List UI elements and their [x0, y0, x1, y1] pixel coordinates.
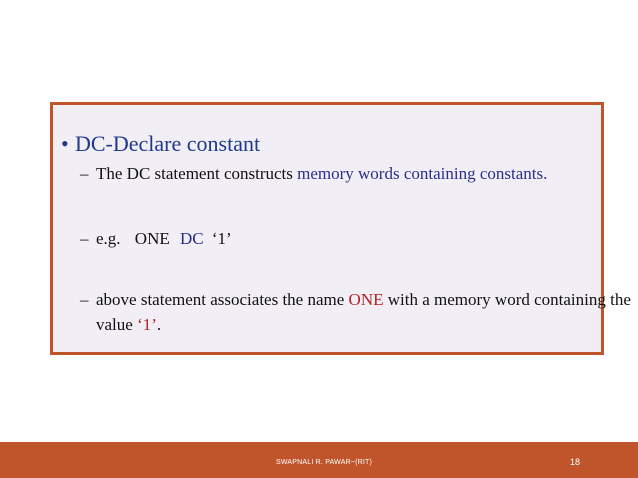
example-one: ONE: [134, 229, 170, 248]
example-value: ‘1’: [211, 229, 232, 248]
dash-2: –: [80, 229, 89, 248]
explanation-cont-end: .: [156, 315, 162, 334]
definition-highlight: memory words containing constants.: [297, 164, 548, 183]
explanation-one: ONE: [348, 290, 384, 309]
explanation-cont-value: ‘1’: [137, 315, 157, 334]
explanation-suffix: with a memory word containing the: [387, 290, 631, 309]
content-box: [50, 102, 631, 355]
definition-prefix: The DC statement constructs: [96, 164, 293, 183]
bullet-heading-text: DC-Declare constant: [75, 131, 261, 156]
footer-author: SWAPNALI R. PAWAR~(RIT): [276, 459, 373, 466]
bullet-symbol: •: [61, 131, 69, 156]
explanation-prefix: above statement associates the name: [96, 290, 345, 309]
sub-bullet-example: [80, 229, 232, 249]
footer-page-number: 18: [570, 457, 581, 467]
example-dc: DC: [180, 229, 204, 248]
sub-bullet-explanation: [80, 290, 631, 310]
sub-bullet-explanation-continued: [96, 315, 161, 335]
bullet-heading: [61, 131, 260, 157]
explanation-cont-prefix: value: [96, 315, 133, 334]
sub-bullet-definition: [80, 164, 547, 184]
dash-1: –: [80, 164, 89, 183]
example-prefix: e.g.: [96, 229, 121, 248]
dash-3: –: [80, 290, 89, 309]
